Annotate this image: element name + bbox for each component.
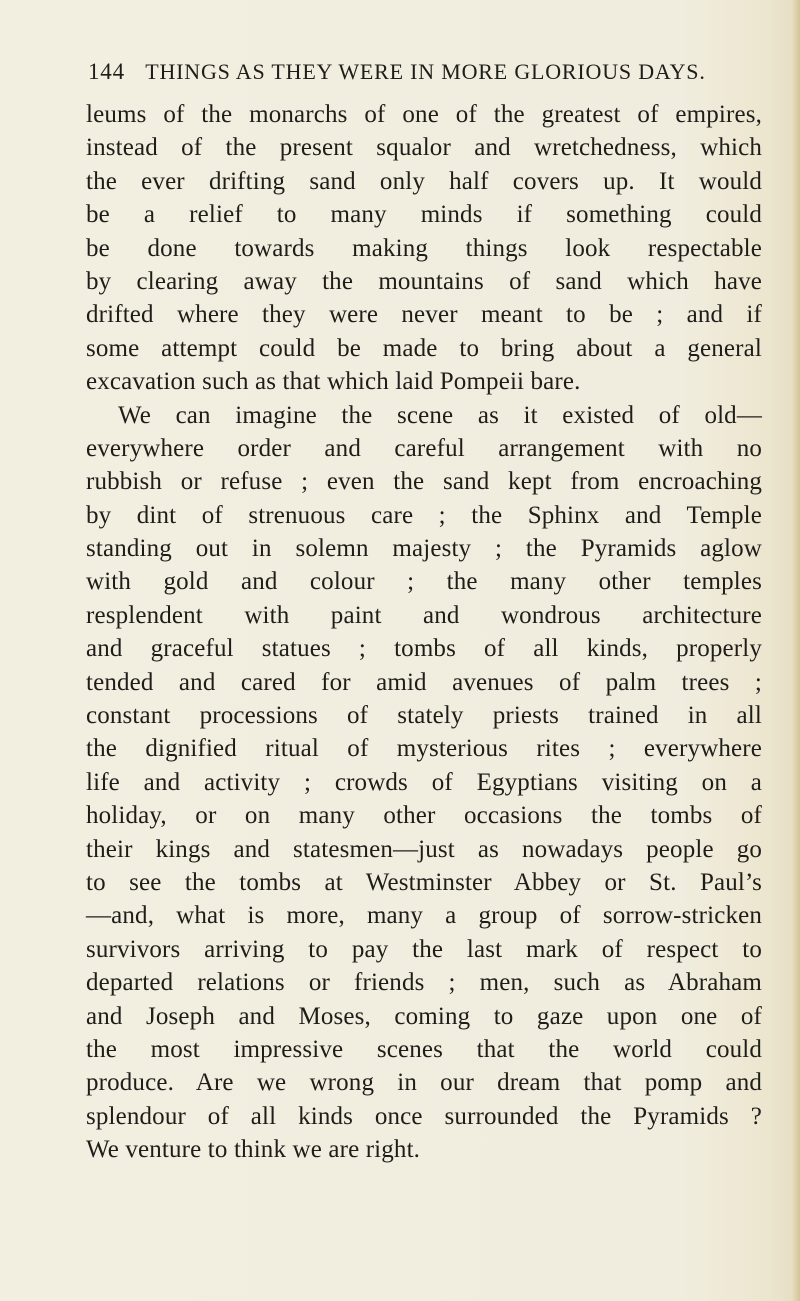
text-line: splendour of all kinds once surrounded the Pyramids ? [86, 1102, 762, 1130]
text-line: leums of the monarchs of one of the greatest of empires, [86, 101, 762, 128]
text-line: their kings and statesmen—just as nowadays people go [86, 835, 762, 863]
text-line: holiday, or on many other occasions the tombs of [86, 802, 762, 830]
text-line: rubbish or refuse ; even the sand kept from encroaching [86, 468, 762, 496]
text-line: the dignified ritual of mysterious rites ; everywhere [86, 735, 762, 763]
text-line: survivors arriving to pay the last mark of respect to [86, 935, 762, 963]
text-line: constant processions of stately priests trained in all [86, 702, 762, 730]
text-line: to see the tombs at Westminster Abbey or St. Paul’s [86, 868, 762, 896]
text-line: some attempt could be made to bring about a general [86, 334, 762, 362]
text-line: the most impressive scenes that the world could [86, 1035, 762, 1063]
text-line: —and, what is more, many a group of sorrow-stricken [86, 902, 762, 930]
text-line: drifted where they were never meant to be ; and if [86, 301, 762, 329]
text-line: tended and cared for amid avenues of palm trees ; [86, 668, 762, 696]
text-line: by dint of strenuous care ; the Sphinx and Temple [86, 501, 762, 529]
text-line: and graceful statues ; tombs of all kinds, properly [86, 635, 762, 663]
page-number: 144 [88, 59, 125, 84]
text-line: be a relief to many minds if something could [86, 201, 762, 229]
text-line: instead of the present squalor and wretchedness, which [86, 134, 762, 162]
text-line: with gold and colour ; the many other temples [86, 568, 762, 596]
text-line: excavation such as that which laid Pompeii bare. [86, 368, 581, 396]
text-line: life and activity ; crowds of Egyptians visiting on a [86, 768, 762, 796]
page-edge-shadow [792, 0, 800, 1301]
text-line: standing out in solemn majesty ; the Pyramids aglow [86, 535, 762, 563]
page-header [88, 55, 738, 89]
paragraph-last-line: We venture to think we are right. [86, 1136, 421, 1164]
text-line: departed relations or friends ; men, such as Abraham [86, 969, 762, 997]
text-line: everywhere order and careful arrangement with no [86, 434, 762, 462]
text-line: produce. Are we wrong in our dream that pomp and [86, 1069, 762, 1097]
text-line: the ever drifting sand only half covers up. It would [86, 167, 762, 195]
text-line: and Joseph and Moses, coming to gaze upon one of [86, 1002, 762, 1030]
running-head: THINGS AS THEY WERE IN MORE GLORIOUS DAYS. [145, 59, 706, 84]
text-line: be done towards making things look respectable [86, 234, 762, 262]
text-line: resplendent with paint and wondrous architecture [86, 601, 762, 629]
body-text [86, 98, 762, 1167]
paragraph-first-line: We can imagine the scene as it existed of old— [118, 401, 762, 429]
text-line: by clearing away the mountains of sand which have [86, 267, 762, 295]
